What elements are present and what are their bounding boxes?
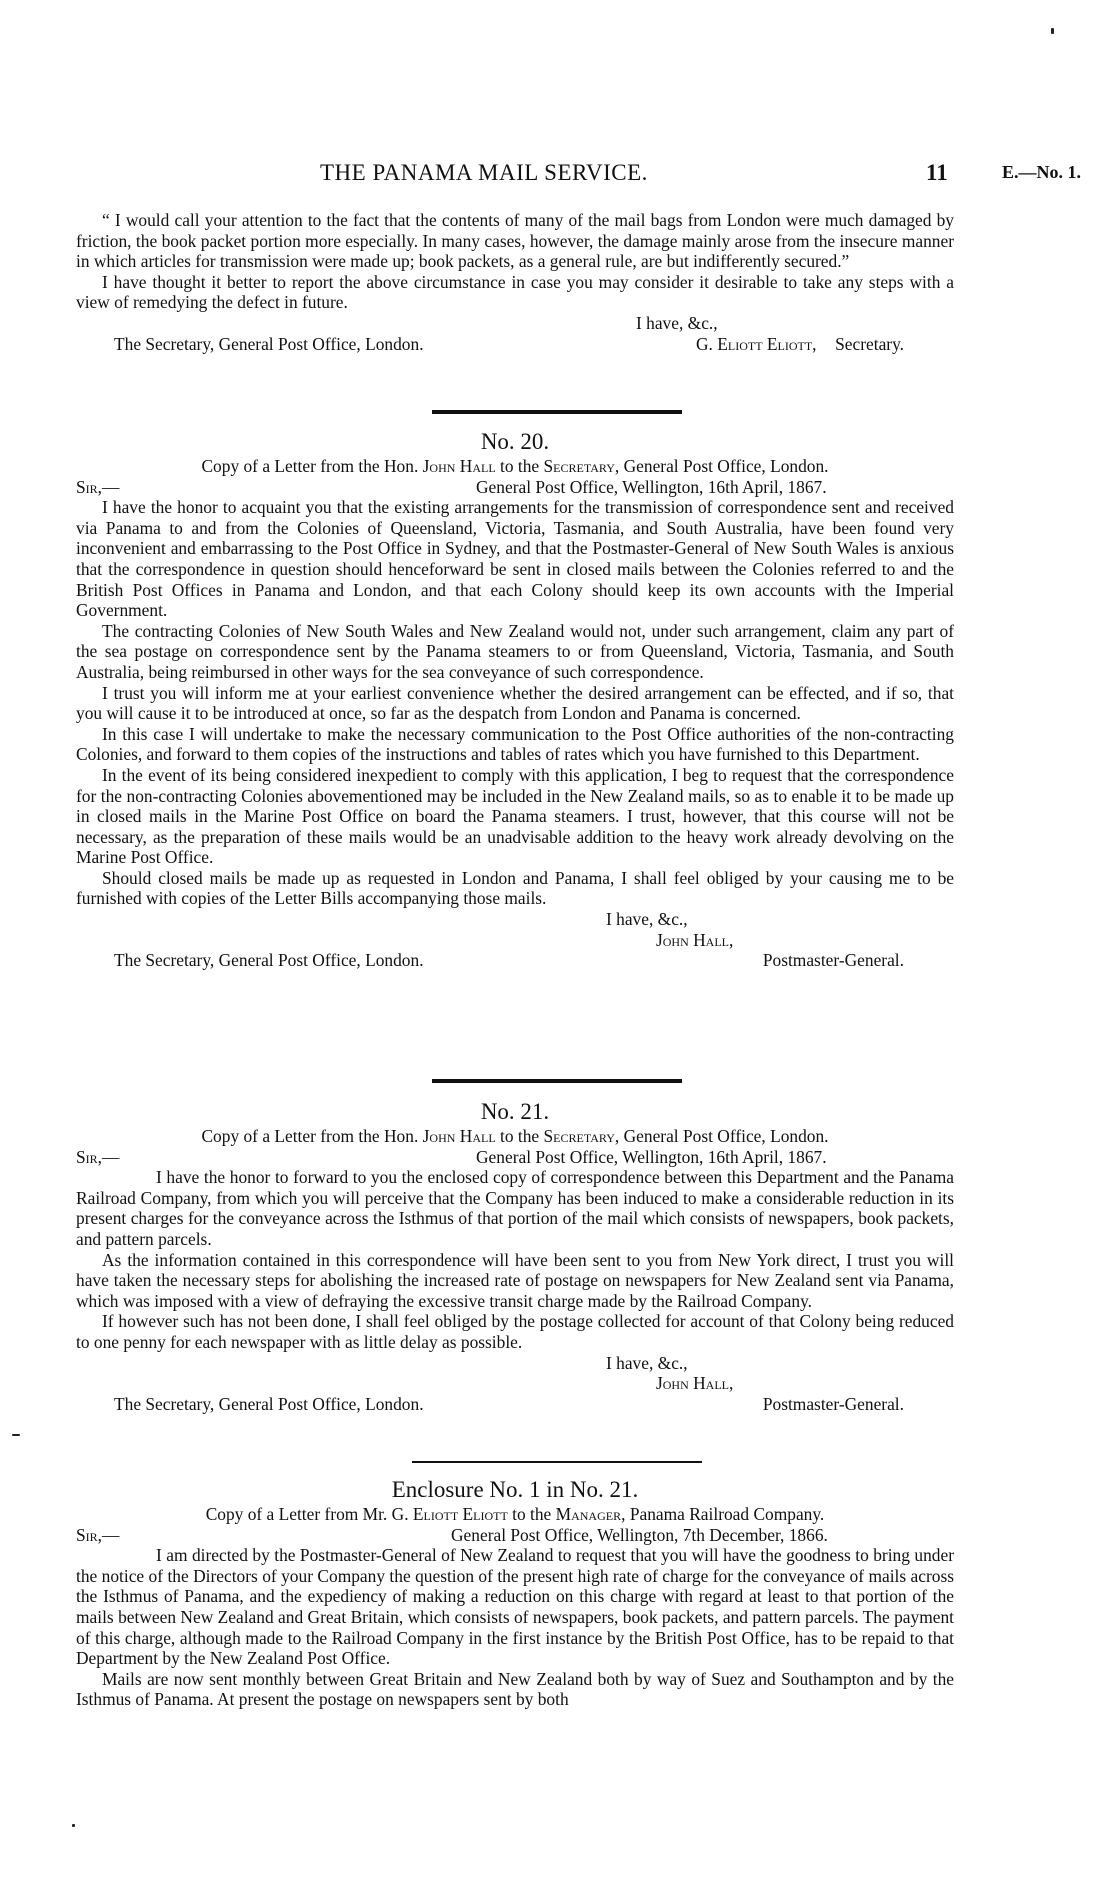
closing: I have, &c.,: [606, 1352, 688, 1373]
salutation: Sir,—: [76, 1524, 120, 1545]
paragraph: As the information contained in this correspondence will have been sent to you from New York direct, I trust you will have taken the necessary steps for abolishing the increased rate of postage on newspapers for New Zealand sent via Panama, which was imposed with a view of defraying the excessive transit charge made by the Railroad Company.: [76, 1249, 954, 1311]
paragraph: Mails are now sent monthly between Great Britain and New Zealand both by way of Suez and Southampton and by the Isthmus of Panama. At present the postage on newspapers sent by both: [76, 1668, 954, 1710]
section-rule: [412, 1461, 702, 1463]
copy-line: Copy of a Letter from Mr. G. Eliott Eliott to the Manager, Panama Railroad Company.: [205, 1504, 825, 1524]
addressee: The Secretary, General Post Office, London.: [114, 1393, 424, 1414]
letter-21: [76, 1098, 954, 1414]
enclosure-heading: Enclosure No. 1 in No. 21.: [391, 1477, 639, 1502]
dateline: General Post Office, Wellington, 16th April, 1867.: [476, 1146, 827, 1167]
addressee: The Secretary, General Post Office, London.: [114, 950, 424, 971]
page-header: [0, 160, 1114, 194]
paragraph: “ I would call your attention to the fact that the contents of many of the mail bags from London were much damaged by friction, the book packet portion more especially. In many cases, however, the damage mainly arose from the insecure manner in which articles for transmission were made up; book packets, as a general rule, are but indifferently secured.”: [76, 210, 954, 272]
signature: John Hall,: [656, 929, 734, 950]
signature: John Hall,: [656, 1373, 734, 1394]
salutation: Sir,—: [76, 476, 120, 497]
paragraph: I have thought it better to report the above circumstance in case you may consider it desirable to take any steps with a view of remedying the defect in future.: [76, 271, 954, 313]
page-number: 11: [926, 160, 948, 185]
running-title: THE PANAMA MAIL SERVICE.: [320, 160, 648, 185]
scan-speck: [12, 1434, 20, 1436]
closing: I have, &c.,: [636, 312, 718, 333]
letter-20: [76, 428, 954, 971]
dateline: General Post Office, Wellington, 7th December, 1866.: [451, 1524, 828, 1545]
section-rule: [432, 1079, 682, 1083]
paragraph: I am directed by the Postmaster-General of New Zealand to request that you will have the goodness to bring under the notice of the Directors of your Company the question of the present high rate of charge for the conveyance of mails across the Isthmus of Panama, and the expediency of making a reduction on this charge with regard at least to that portion of the mails between New Zealand and Great Britain, which consists of newspapers, book packets, and pattern parcels. The payment of this charge, although made to the Railroad Company in the first instance by the British Post Office, has to be repaid to that Department by the New Zealand Post Office.: [76, 1545, 954, 1669]
paragraph: I have the honor to acquaint you that the existing arrangements for the transmission of correspondence sent and received via Panama to and from the Colonies of Queensland, Victoria, Tasmania, and South Australia, have been found very inconvenient and embarrassing to the Post Office in Sydney, and that the Postmaster-General of New South Wales is anxious that the correspondence in question should henceforward be sent in closed mails between the Colonies referred to and the British Post Offices in Panama and London, and that each Colony should keep its own accounts with the Imperial Government.: [76, 497, 954, 621]
document-reference: E.—No. 1.: [1002, 162, 1082, 182]
signer-title: Secretary.: [835, 334, 904, 355]
paragraph: I have the honor to forward to you the enclosed copy of correspondence between this Department and the Panama Railroad Company, from which you will perceive that the Company has been induced to make a considerable reduction in its present charges for the conveyance across the Isthmus of that portion of the mail which consists of newspapers, book packets, and pattern parcels.: [76, 1167, 954, 1249]
copy-line: Copy of a Letter from the Hon. John Hall to the Secretary, General Post Office, London.: [201, 1126, 829, 1146]
copy-line: Copy of a Letter from the Hon. John Hall to the Secretary, General Post Office, London.: [201, 456, 829, 476]
enclosure-1: [76, 1476, 954, 1710]
paragraph: In the event of its being considered inexpedient to comply with this application, I beg to request that the correspondence for the non-contracting Colonies abovementioned may be included in the New Zealand mails, so as to enable it to be made up in closed mails in the Marine Post Office on board the Panama steamers. I trust, however, that this course will not be necessary, as the preparation of these mails would be an unadvisable addition to the heavy work already devolving on the Marine Post Office.: [76, 764, 954, 868]
signer-title: Postmaster-General.: [762, 950, 904, 971]
section-rule: [432, 410, 682, 414]
letter-number: No. 21.: [480, 1099, 550, 1124]
paragraph: In this case I will undertake to make the necessary communication to the Post Office authorities of the non-contracting Colonies, and forward to them copies of the instructions and tables of rates which you have furnished to this Department.: [76, 723, 954, 765]
signer-title: Postmaster-General.: [762, 1393, 904, 1414]
paragraph: I trust you will inform me at your earliest convenience whether the desired arrangement can be effected, and if so, that you will cause it to be introduced at once, so far as the despatch from London and Panama is concerned.: [76, 682, 954, 724]
paragraph: The contracting Colonies of New South Wales and New Zealand would not, under such arrangement, claim any part of the sea postage on correspondence sent by the Panama steamers to or from Queensland, Victoria, Tasmania, and South Australia, being reimbursed in other ways for the sea conveyance of such correspondence.: [76, 620, 954, 682]
dateline: General Post Office, Wellington, 16th April, 1867.: [476, 476, 827, 497]
scan-speck: [72, 1824, 75, 1827]
salutation: Sir,—: [76, 1146, 120, 1167]
closing: I have, &c.,: [606, 909, 688, 930]
signature: G. Eliott Eliott,: [696, 333, 817, 354]
paragraph: Should closed mails be made up as requested in London and Panama, I shall feel obliged by your causing me to be furnished with copies of the Letter Bills accompanying those mails.: [76, 867, 954, 909]
scan-speck: [1051, 28, 1054, 34]
letter-number: No. 20.: [480, 429, 550, 454]
addressee: The Secretary, General Post Office, London.: [114, 334, 424, 355]
paragraph: If however such has not been done, I shall feel obliged by the postage collected for account of that Colony being reduced to one penny for each newspaper with as little delay as possible.: [76, 1311, 954, 1352]
top-letter: [76, 210, 954, 355]
